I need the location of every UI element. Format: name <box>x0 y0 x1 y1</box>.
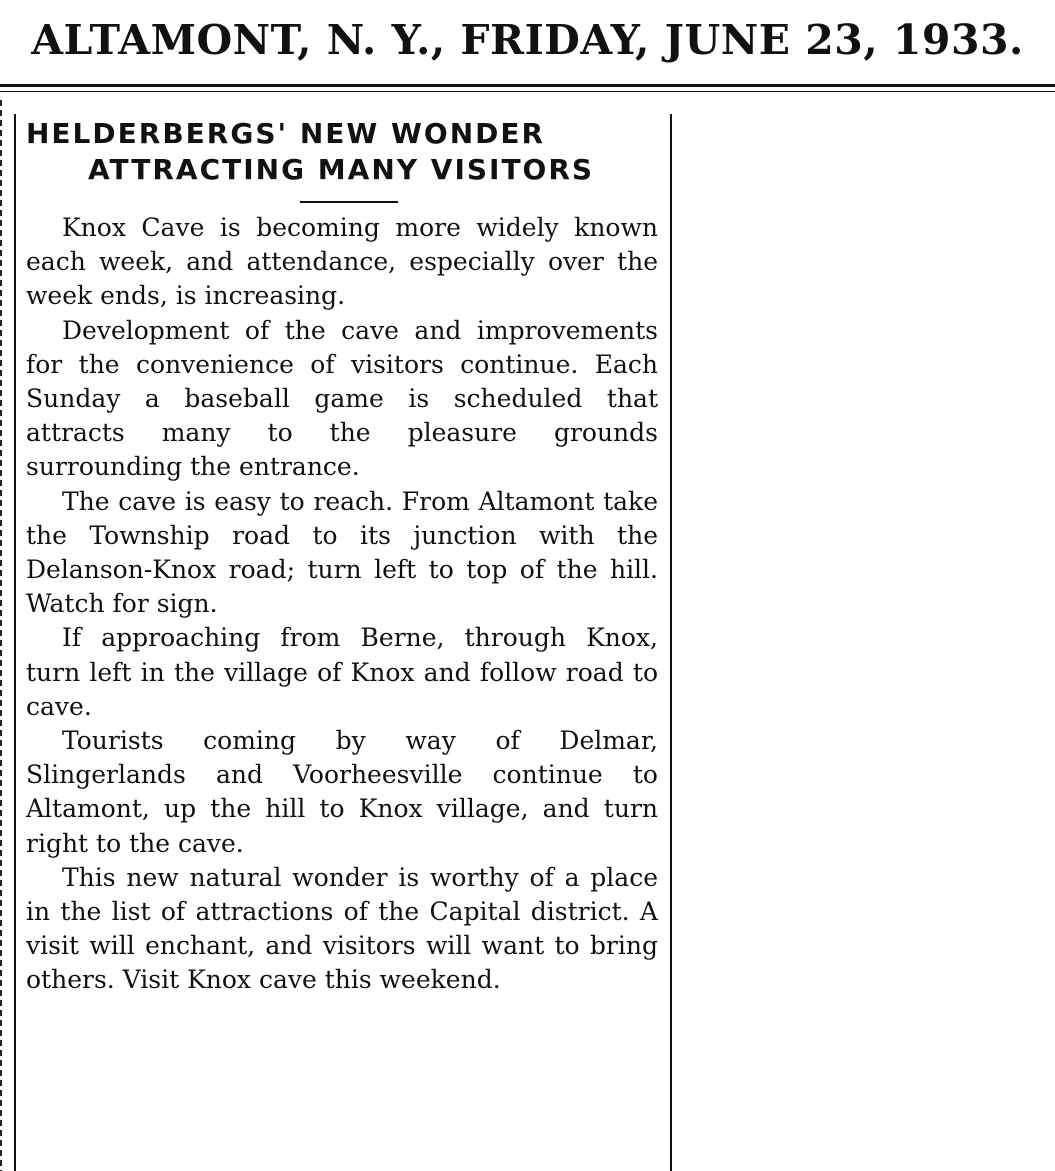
article-body <box>26 211 658 998</box>
article-paragraph: Knox Cave is becoming more widely known each week, and attendance, especially over the week ends, is increasing. <box>26 213 658 311</box>
column-rule-left <box>14 114 16 1171</box>
article-paragraph: This new natural wonder is worthy of a place in the list of attractions of the Capital district. A visit will enchant, and visitors will want to bring others. Visit Knox cave this weekend. <box>26 862 658 995</box>
masthead-rule-thin <box>0 91 1055 92</box>
headline-line-1: HELDERBERGS' NEW WONDER <box>26 117 546 150</box>
article-paragraph: Development of the cave and improvements for the convenience of visitors continue. Each Sunday a baseball game is scheduled that attracts many to the pleasure grounds surrounding the entrance. <box>26 315 658 482</box>
masthead-rule-thick <box>0 84 1055 87</box>
column-rule-right <box>670 114 672 1171</box>
article-paragraph: The cave is easy to reach. From Altamont take the Township road to its junction with the Delanson-Knox road; turn left to top of the hill. Watch for sign. <box>26 486 658 619</box>
headline-divider <box>300 201 398 203</box>
article-headline <box>26 116 666 188</box>
newspaper-dateline: ALTAMONT, N. Y., FRIDAY, JUNE 23, 1933. <box>31 16 1024 64</box>
article-paragraph: If approaching from Berne, through Knox, turn left in the village of Knox and follow road to cave. <box>26 623 658 721</box>
headline-line-2: ATTRACTING MANY VISITORS <box>88 153 595 186</box>
article-paragraph: Tourists coming by way of Delmar, Slingerlands and Voorheesville continue to Altamont, up the hill to Knox village, and turn right to the cave. <box>26 726 658 858</box>
adjacent-column-edge <box>0 100 2 1171</box>
